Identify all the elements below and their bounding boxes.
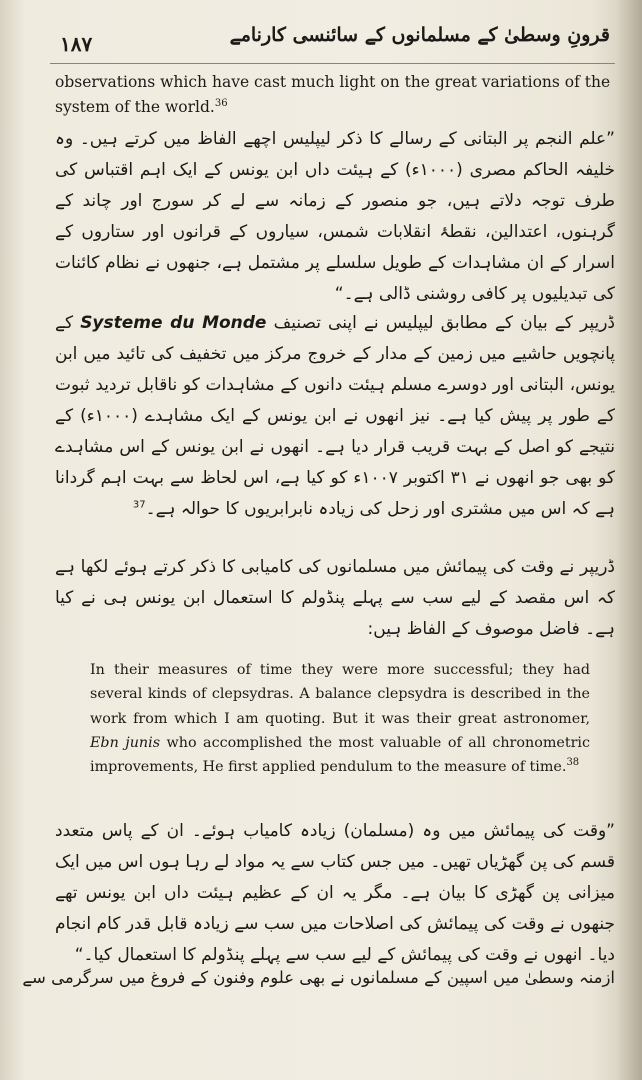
page-gutter-shadow xyxy=(616,0,642,1080)
urdu-translation-quote xyxy=(55,816,615,971)
english-block-quote xyxy=(90,658,590,779)
urdu-quote-laplace xyxy=(55,124,615,310)
urdu-paragraph-pendulum xyxy=(55,552,615,645)
footnote-ref-38: 38 xyxy=(566,757,580,769)
urdu-paragraph: ”علم النجم پر البتانی کے رسالے کا ذکر لیپلیس اچھے الفاظ میں کرتے ہیں۔ وہ خلیفہ الحاکم مصری (۱۰۰۰ء) کے ہیئت داں ابن یونس کے ایک اہم اقتباس کی طرف توجہ دلاتے ہیں، جو منصور کے زمانہ سے لے کر سورج اور چاند کے گرہنوں، اعتدالین، نقطۂ انقلابات شمس، سیاروں کے قرانوں اور ستاروں کے اسرار کے ان مشاہدات کے طویل سلسلے پر مشتمل ہے، جنھوں نے نظام کائنات کی تبدیلیوں پر کافی روشنی ڈالی ہے۔“ xyxy=(55,129,616,304)
urdu-final-text: ازمنہ وسطیٰ میں اسپین کے مسلمانوں نے بھی علوم وفنون کے فروغ میں سرگرمی سے xyxy=(22,968,615,987)
urdu-lead: ڈریپر کے بیان کے مطابق لیپلیس نے اپنی تصنیف xyxy=(273,313,615,333)
english-text xyxy=(55,70,615,120)
running-head: قرونِ وسطیٰ کے مسلمانوں کے سائنسی کارنامے xyxy=(229,24,610,46)
urdu-rest: کے پانچویں حاشیے میں زمین کے مدار کے خروج مرکز میں تخفیف کی تائید میں ابن یونس، البتانی اور دوسرے مسلم ہیئت دانوں کے مشاہدات کو ناقابل تردید ثبوت کے طور پر پیش کیا ہے۔ نیز انھوں نے ابن یونس کے ایک مشاہدے (۱۰۰۰ء) کے نتیجے کو اصل کے بہت قریب قرار دیا ہے۔ انھوں نے ابن یونس کے اس مشاہدے کو بھی جو انھوں نے ۳۱ اکتوبر ۱۰۰۷ء کو کیا ہے، اس لحاظ سے بہت اہم گردانا ہے کہ اس میں مشتری اور زحل کی زیادہ نابرابریوں کا حوالہ ہے۔ xyxy=(55,313,615,519)
header-divider xyxy=(50,63,615,64)
urdu-final-line xyxy=(22,962,615,994)
quote-part-2: who accomplished the most valuable of all chronometric improvements, He first applied pendulum to the measure of time. xyxy=(90,734,590,776)
footnote-ref-36: 36 xyxy=(214,97,228,109)
english-paragraph-continuation xyxy=(55,70,615,120)
urdu-translation-text: ”وقت کی پیمائش میں وہ (مسلمان) زیادہ کامیاب ہوئے۔ ان کے پاس متعدد قسم کی پن گھڑیاں تھیں۔ میں جس کتاب سے یہ مواد لے رہا ہوں اس میں ایک میزانی پن گھڑی کا بیان ہے۔ مگر یہ ان کے عظیم ہیئت داں ابن یونس تھے جنھوں نے وقت کی پیمائش کی اصلاحات میں سب سے زیادہ قابل قدر کام انجام دیا۔ انھوں نے وقت کی پیمائش کے لیے سب سے پہلے پنڈولم کا استعمال کیا۔“ xyxy=(55,821,615,965)
book-title-systeme-du-monde: Systeme du Monde xyxy=(80,313,267,333)
urdu-paragraph-pendulum-text: ڈریپر نے وقت کی پیمائش میں مسلمانوں کی کامیابی کا ذکر کرتے ہوئے لکھا ہے کہ اس مقصد کے لیے سب سے پہلے پنڈولم کا استعمال ابن یونس ہی نے کیا ہے۔ فاضل موصوف کے الفاظ ہیں: xyxy=(55,557,615,639)
urdu-paragraph-draper xyxy=(55,308,615,525)
urdu-paragraph-draper-text xyxy=(55,308,615,525)
quote-part-1: In their measures of time they were more successful; they had several kinds of clepsydras. A balance clepsydra is described in the work from which I am quoting. But it was their great astronomer, xyxy=(90,662,590,727)
quote-name-ebn-junis: Ebn junis xyxy=(90,734,161,751)
page-header xyxy=(50,14,620,54)
english-text-body: observations which have cast much light on the great variations of the system of the world. xyxy=(55,73,611,116)
page-number: ۱۸۷ xyxy=(60,32,93,56)
footnote-ref-37: 37 xyxy=(132,499,146,511)
english-quote-text xyxy=(90,658,590,779)
